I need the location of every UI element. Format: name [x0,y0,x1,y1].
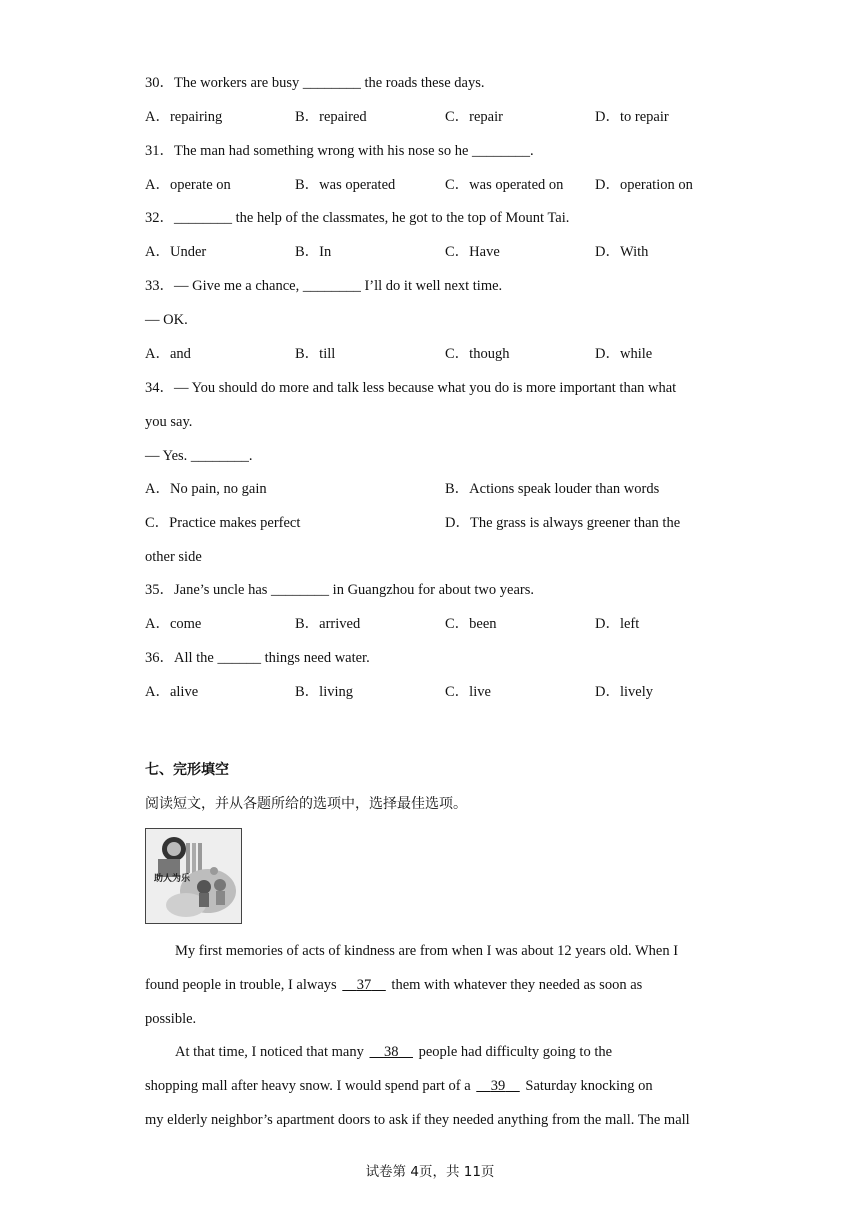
passage-paragraph-2-line-1 [175,1042,747,1062]
question-34-option-a: A．No pain, no gain [145,481,267,497]
illustration-title: 助人为乐 [154,874,191,884]
question-34-option-d-continued: other side [145,549,202,565]
question-30-option-a: A．repairing [145,109,223,125]
blank-38 [367,1044,415,1060]
question-32-option-b: B．In [295,244,332,260]
question-31-option-a: A．operate on [145,177,231,193]
question-30-option-d: D．to repair [595,109,669,125]
passage-text: people had difficulty going to the [414,1044,613,1060]
blank-37 [340,977,388,993]
question-36-option-b: B．living [295,684,354,700]
question-31-stem: 31．The man had something wrong with his nose so he ________. [145,143,534,159]
question-33-stem: 33．— Give me a chance, ________ I’ll do it well next time. [145,278,503,294]
question-35-option-c: C．been [445,616,497,632]
question-30-stem: 30．The workers are busy ________ the roads these days. [145,75,485,91]
question-34-response: — Yes. ________. [145,448,253,464]
question-36-stem: 36．All the ______ things need water. [145,650,370,666]
passage-text: Saturday knocking on [521,1078,653,1094]
passage-paragraph-1-line-2 [145,975,717,995]
section-title: 七、完形填空 [145,762,229,778]
question-30-option-c: C．repair [445,109,503,125]
passage-text: At that time, I noticed that many [175,1044,368,1060]
question-34-option-d: D．The grass is always greener than the [445,515,681,531]
question-33-option-d: D．while [595,346,653,362]
question-31-option-d: D．operation on [595,177,693,193]
question-31-option-c: C．was operated on [445,177,564,193]
question-33-option-c: C．though [445,346,510,362]
question-34-option-c: C．Practice makes perfect [145,515,301,531]
section-instruction: 阅读短文，并从各题所给的选项中，选择最佳选项。 [145,796,467,812]
question-31-option-b: B．was operated [295,177,396,193]
passage-paragraph-1-line-3: possible. [145,1011,197,1027]
question-33-option-b: B．till [295,346,336,362]
question-34-stem: 34．— You should do more and talk less because what you do is more important than what [145,380,677,396]
passage-text: found people in trouble, I always [145,977,341,993]
question-35-option-b: B．arrived [295,616,361,632]
illustration-image [145,828,242,924]
question-32-option-d: D．With [595,244,649,260]
question-36-option-a: A．alive [145,684,199,700]
blank-38-number: 38 [383,1044,399,1060]
page-footer: 试卷第 4页，共 11页 [365,1164,495,1180]
question-35-option-d: D．left [595,616,640,632]
question-33-response: — OK. [145,312,188,328]
passage-text: shopping mall after heavy snow. I would spend part of a [145,1078,475,1094]
question-33-option-a: A．and [145,346,191,362]
passage-paragraph-2-line-2 [145,1076,717,1096]
blank-39 [474,1078,522,1094]
blank-37-number: 37 [356,977,372,993]
passage-paragraph-2-line-3: my elderly neighbor’s apartment doors to ask if they needed anything from the mall. The mall [145,1112,690,1128]
question-34-option-b: B．Actions speak louder than words [445,481,660,497]
question-30-option-b: B．repaired [295,109,367,125]
passage-text: them with whatever they needed as soon as [387,977,643,993]
helping-others-illustration-icon [146,829,241,923]
question-35-option-a: A．come [145,616,202,632]
blank-39-number: 39 [490,1078,506,1094]
question-36-option-d: D．lively [595,684,653,700]
question-35-stem: 35．Jane’s uncle has ________ in Guangzhou for about two years. [145,582,535,598]
passage-paragraph-1-line-1: My first memories of acts of kindness are from when I was about 12 years old. When I [175,943,679,959]
question-32-stem: 32．________ the help of the classmates, he got to the top of Mount Tai. [145,210,570,226]
question-34-stem-continued: you say. [145,414,193,430]
question-32-option-c: C．Have [445,244,500,260]
question-36-option-c: C．live [445,684,491,700]
question-32-option-a: A．Under [145,244,207,260]
